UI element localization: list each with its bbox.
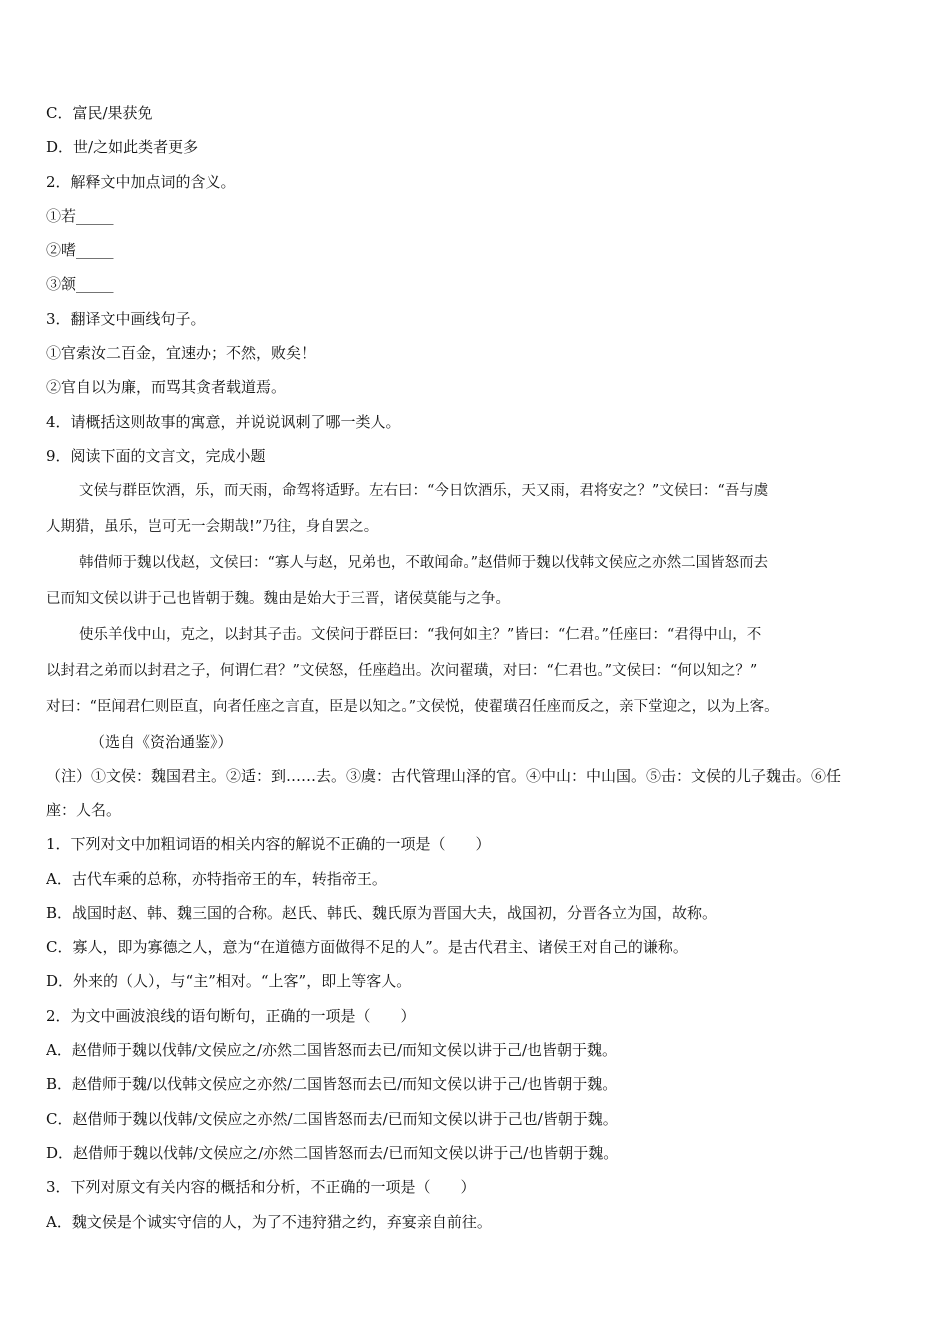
passage-p3-line2: 以封君之弟而以封君之子，何谓仁君？”文侯怒，任座趋出。次问翟璜，对曰：“仁君也。”文侯曰：“何以知之？” <box>46 663 758 680</box>
option-c-line: C．富民/果获免 <box>46 104 153 122</box>
question-3: 3．下列对原文有关内容的概括和分析，不正确的一项是（ ） <box>46 1178 476 1197</box>
annotation-line1: （注）①文侯：魏国君主。②适：到……去。③虞：古代管理山泽的官。④中山：中山国。⑤击：文侯的儿子魏击。⑥任 <box>46 767 842 786</box>
passage-p1-line2: 人期猎，虽乐，岂可无一会期哉!”乃往，身自罢之。 <box>46 519 379 536</box>
q2-option-d: D．赵借师于魏以伐韩/文侯应之/亦然二国皆怒而去/已而知文侯以讲于己/也皆朝于魏。 <box>46 1143 619 1162</box>
option-d-line: D．世/之如此类者更多 <box>46 138 199 157</box>
passage-p3-line1: 使乐羊伐中山，克之，以封其子击。文侯问于群臣曰：“我何如主？”皆曰：“仁君。”任座曰：“君得中山，不 <box>79 627 762 644</box>
passage-source: （选自《资治通鉴》） <box>90 733 233 752</box>
q2-option-b: B．赵借师于魏/以伐韩文侯应之亦然/二国皆怒而去已/而知文侯以讲于己/也皆朝于魏。 <box>46 1075 618 1094</box>
question-3-translate: 3．翻译文中画线句子。 <box>46 309 206 328</box>
question-2: 2．为文中画波浪线的语句断句，正确的一项是（ ） <box>46 1006 416 1025</box>
q1-option-a: A．古代车乘的总称，亦特指帝王的车，转指帝王。 <box>46 869 387 888</box>
section-9-heading: 9．阅读下面的文言文，完成小题 <box>46 446 266 465</box>
translate-item-2: ②官自以为廉，而骂其贪者载道焉。 <box>46 378 287 397</box>
translate-item-1: ①官索汝二百金，宜速办；不然，败矣！ <box>46 344 317 363</box>
blank-item-3: ③颔_____ <box>46 275 114 294</box>
q2-option-a: A．赵借师于魏以伐韩/文侯应之/亦然二国皆怒而去已/而知文侯以讲于己/也皆朝于魏。 <box>46 1041 618 1060</box>
q1-option-b: B．战国时赵、韩、魏三国的合称。赵氏、韩氏、魏氏原为晋国大夫，战国初，分晋各立为国，故称。 <box>46 903 718 922</box>
q1-option-c: C．寡人，即为寡德之人，意为“在道德方面做得不足的人”。是古代君主、诸侯王对自己的谦称。 <box>46 938 688 957</box>
question-1: 1．下列对文中加粗词语的相关内容的解说不正确的一项是（ ） <box>46 835 491 854</box>
q1-option-d: D．外来的（人），与“主”相对。“上客”，即上等客人。 <box>46 972 412 991</box>
classical-passage <box>46 473 908 759</box>
question-4-summary: 4．请概括这则故事的寓意，并说说讽刺了哪一类人。 <box>46 412 401 431</box>
q2-option-c: C．赵借师于魏以伐韩/文侯应之亦然/二国皆怒而去/已而知文侯以讲于己也/皆朝于魏。 <box>46 1109 618 1128</box>
question-2-explain: 2．解释文中加点词的含义。 <box>46 172 236 191</box>
passage-p3-line3: 对曰：“臣闻君仁则臣直，向者任座之言直，臣是以知之。”文侯悦，使翟璜召任座而反之，亲下堂迎之，以为上客。 <box>46 699 779 716</box>
passage-p2-line2: 已而知文侯以讲于己也皆朝于魏。魏由是始大于三晋，诸侯莫能与之争。 <box>46 591 510 608</box>
blank-item-1: ①若_____ <box>46 206 114 225</box>
annotation-line2: 座：人名。 <box>46 801 122 820</box>
document-page <box>46 96 908 1239</box>
passage-p1-line1: 文侯与群臣饮酒，乐，而天雨，命驾将适野。左右曰：“今日饮酒乐，天又雨，君将安之？”文侯曰：“吾与虞 <box>79 483 769 500</box>
blank-item-2: ②嗜_____ <box>46 241 114 260</box>
passage-p2-line1: 韩借师于魏以伐赵，文侯曰：“寡人与赵，兄弟也，不敢闻命。”赵借师于魏以伐韩文侯应之亦然二国皆怒而去 <box>79 555 769 572</box>
q3-option-a: A．魏文侯是个诚实守信的人，为了不违狩猎之约，弃宴亲自前往。 <box>46 1212 492 1231</box>
